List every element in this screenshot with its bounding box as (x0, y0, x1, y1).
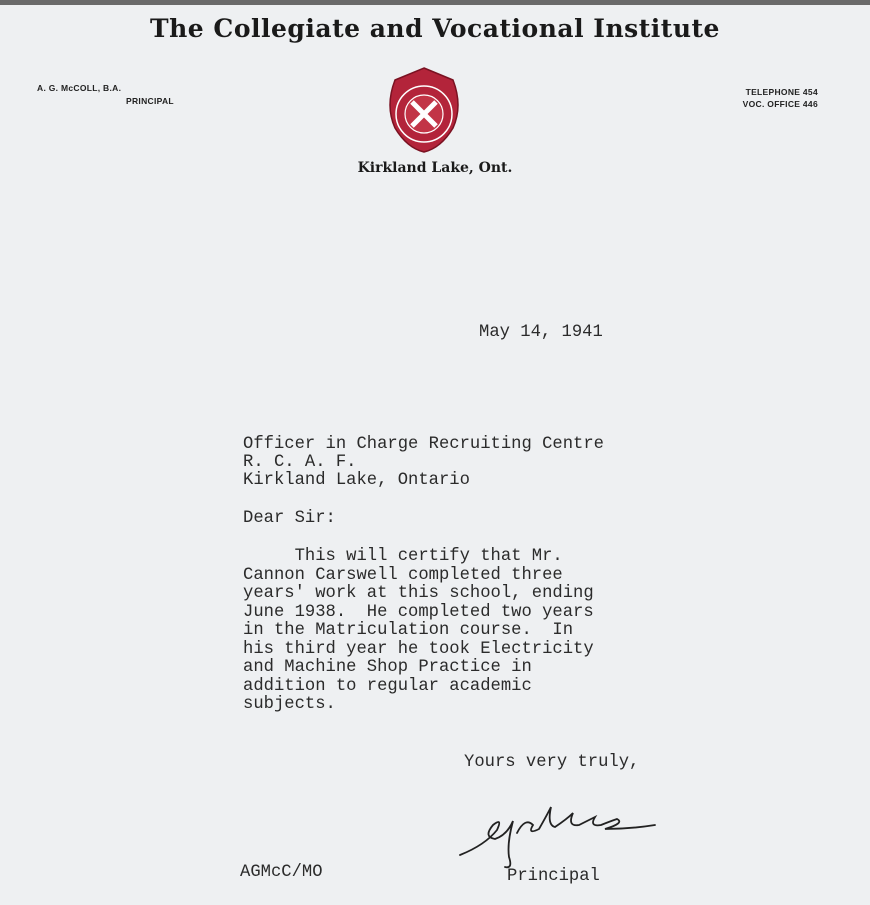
reference-initials: AGMcC/MO (240, 863, 323, 882)
recipient-line: Officer in Charge Recruiting Centre (243, 435, 604, 454)
body-line: years' work at this school, ending (243, 584, 594, 603)
principal-name: A. G. McCOLL, B.A. (37, 83, 122, 93)
signer-title: Principal (507, 867, 600, 886)
body-line: and Machine Shop Practice in (243, 658, 532, 677)
recipient-line: R. C. A. F. (243, 453, 357, 472)
school-location: Kirkland Lake, Ont. (357, 160, 513, 176)
letter-body (243, 548, 594, 715)
body-line: Cannon Carswell completed three (243, 565, 563, 585)
letter-date: May 14, 1941 (479, 323, 603, 342)
body-line: addition to regular academic (243, 676, 532, 696)
institution-name: The Collegiate and Vocational Institute (150, 14, 720, 43)
body-line: subjects. (243, 695, 336, 714)
salutation: Dear Sir: (243, 509, 336, 528)
scan-edge (0, 0, 870, 5)
principal-title: PRINCIPAL (126, 96, 174, 106)
body-line: This will certify that Mr. (243, 547, 563, 566)
school-crest-logo (383, 66, 465, 154)
body-line: June 1938. He completed two years (243, 602, 594, 622)
body-line: in the Matriculation course. In (243, 621, 574, 640)
telephone: TELEPHONE 454 (745, 87, 818, 97)
closing: Yours very truly, (464, 753, 640, 772)
body-line: his third year he took Electricity (243, 639, 594, 659)
recipient-line: Kirkland Lake, Ontario (243, 471, 470, 490)
voc-office: VOC. OFFICE 446 (742, 99, 818, 109)
recipient-address (243, 436, 604, 490)
